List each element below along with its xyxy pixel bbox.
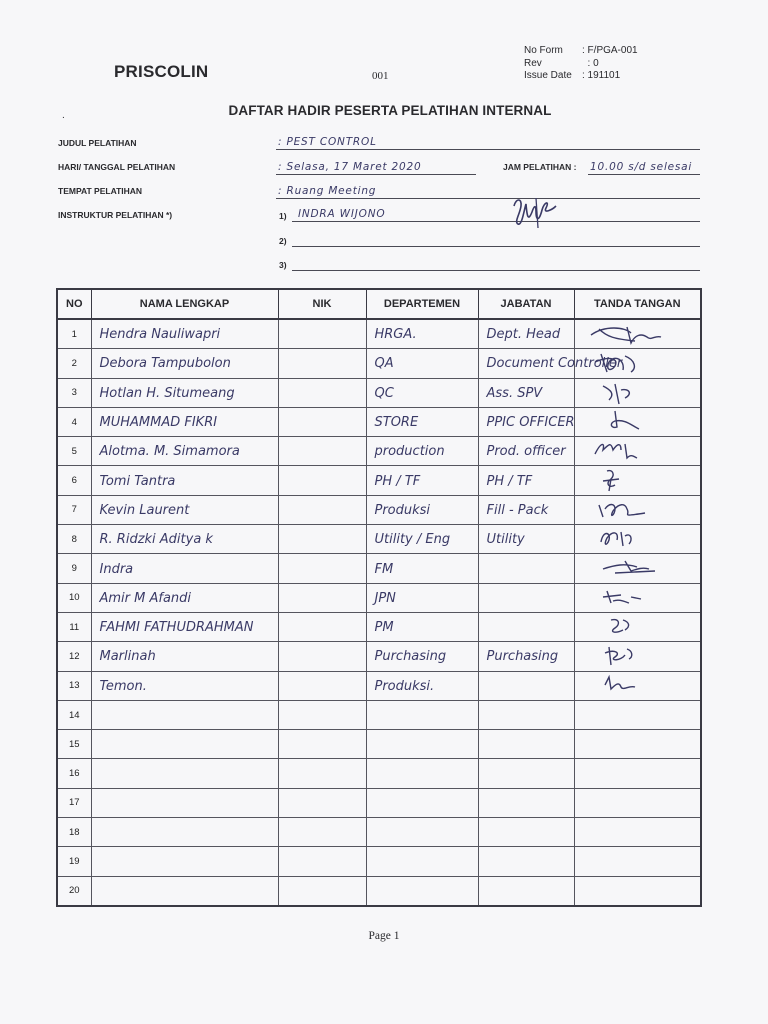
table-row — [57, 525, 701, 554]
no-form-label: No Form — [524, 45, 563, 56]
row-nama: Debora Tampubolon — [99, 356, 231, 372]
row-jabatan: Document Controller — [486, 356, 623, 372]
form-metadata — [524, 45, 638, 83]
instruktur-label: INSTRUKTUR PELATIHAN *) — [58, 210, 173, 220]
table-row — [57, 612, 701, 641]
company-name: PRISCOLIN — [114, 62, 209, 81]
row-number: 11 — [69, 621, 80, 633]
row-number: 20 — [68, 885, 80, 897]
row-nama: MUHAMMAD FIKRI — [99, 415, 218, 431]
row-number: 2 — [71, 357, 77, 369]
header-no: NO — [57, 289, 91, 319]
row-jabatan: Dept. Head — [486, 327, 561, 343]
bullet-mark: . — [62, 110, 65, 121]
row-signature-cell — [574, 554, 701, 583]
row-signature-cell — [574, 759, 701, 788]
row-nama: FAHMI FATHUDRAHMAN — [99, 620, 254, 636]
row-signature-cell — [574, 525, 701, 554]
row-jabatan: Fill - Pack — [486, 502, 549, 518]
row-number: 19 — [68, 855, 80, 867]
row-departemen: Produksi — [374, 502, 431, 518]
handwritten-signature — [585, 614, 685, 640]
row-number: 1 — [71, 328, 77, 340]
row-departemen: JPN — [374, 590, 396, 606]
row-signature-cell — [574, 876, 701, 906]
header-tanda-tangan: TANDA TANGAN — [574, 289, 701, 319]
table-row — [57, 319, 701, 349]
row-number: 10 — [68, 592, 80, 604]
row-number: 5 — [71, 445, 77, 457]
table-row — [57, 495, 701, 524]
row-jabatan: PH / TF — [486, 473, 533, 489]
table-row — [57, 583, 701, 612]
row-signature-cell — [574, 319, 701, 349]
table-row — [57, 700, 701, 729]
judul-value: : PEST CONTROL — [278, 136, 377, 148]
row-signature-cell — [574, 495, 701, 524]
row-number: 8 — [71, 533, 77, 545]
row-number: 15 — [68, 738, 80, 750]
issue-date-value: : 191101 — [582, 70, 621, 81]
row-nama: Temon. — [99, 678, 147, 694]
table-row — [57, 349, 701, 378]
handwritten-signature — [585, 438, 685, 464]
row-nama: Marlinah — [99, 649, 156, 665]
document-title: DAFTAR HADIR PESERTA PELATIHAN INTERNAL — [228, 103, 552, 118]
row-nama: Alotma. M. Simamora — [99, 444, 240, 460]
jam-label: JAM PELATIHAN : — [503, 162, 577, 172]
table-row — [57, 759, 701, 788]
table-row — [57, 407, 701, 436]
row-nama: Hendra Nauliwapri — [99, 327, 221, 343]
header-nama-lengkap: NAMA LENGKAP — [91, 289, 278, 319]
handwritten-signature — [585, 321, 685, 347]
header-jabatan: JABATAN — [478, 289, 574, 319]
table-row — [57, 818, 701, 847]
row-signature-cell — [574, 847, 701, 876]
row-signature-cell — [574, 671, 701, 700]
row-signature-cell — [574, 378, 701, 407]
row-number: 14 — [68, 709, 80, 721]
jam-field — [588, 158, 700, 175]
no-form-value: : F/PGA-001 — [582, 45, 638, 56]
instruktur-1-value: INDRA WIJONO — [298, 208, 386, 220]
header-departemen: DEPARTEMEN — [366, 289, 478, 319]
handwritten-signature — [585, 643, 685, 669]
row-jabatan: Ass. SPV — [486, 385, 543, 401]
table-row — [57, 466, 701, 495]
table-row — [57, 788, 701, 817]
row-jabatan: Purchasing — [486, 649, 559, 665]
row-signature-cell — [574, 730, 701, 759]
row-number: 17 — [68, 797, 80, 809]
handwritten-signature — [585, 409, 685, 435]
tempat-field — [276, 182, 700, 199]
hari-label: HARI/ TANGGAL PELATIHAN — [58, 162, 176, 172]
table-row — [57, 671, 701, 700]
row-nama: Kevin Laurent — [99, 502, 190, 518]
row-departemen: Utility / Eng — [374, 532, 451, 548]
hari-field — [276, 158, 476, 175]
instruktur-2-field — [292, 230, 700, 247]
instruktur-1-field — [292, 205, 700, 222]
issue-date-label: Issue Date — [524, 70, 572, 81]
handwritten-signature — [585, 673, 685, 699]
table-row — [57, 642, 701, 671]
table-header-row — [57, 289, 701, 319]
instruktur-3-field — [292, 254, 700, 271]
row-signature-cell — [574, 788, 701, 817]
instruktur-2-number: 2) — [279, 236, 287, 246]
row-number: 7 — [71, 504, 77, 516]
rev-label: Rev — [524, 57, 542, 69]
row-jabatan: PPIC OFFICER — [486, 415, 575, 431]
document-number: 001 — [372, 70, 389, 82]
row-departemen: PM — [374, 620, 394, 636]
row-number: 12 — [68, 650, 80, 662]
handwritten-signature — [585, 380, 685, 406]
instructor-signature — [506, 192, 560, 232]
row-nama: Hotlan H. Situmeang — [99, 385, 235, 401]
row-departemen: Purchasing — [374, 649, 447, 665]
table-body — [57, 319, 701, 906]
row-number: 4 — [71, 416, 77, 428]
row-number: 13 — [68, 680, 80, 692]
row-departemen: STORE — [374, 415, 419, 431]
row-departemen: Produksi. — [374, 678, 435, 694]
attendance-table — [56, 288, 702, 907]
row-nama: Tomi Tantra — [99, 473, 176, 489]
judul-label: JUDUL PELATIHAN — [58, 138, 137, 148]
header-nik: NIK — [278, 289, 366, 319]
row-signature-cell — [574, 700, 701, 729]
hari-value: : Selasa, 17 Maret 2020 — [278, 161, 422, 173]
handwritten-signature — [585, 350, 685, 376]
row-departemen: HRGA. — [374, 327, 417, 343]
row-number: 18 — [68, 826, 80, 838]
row-departemen: QC — [374, 385, 394, 401]
row-signature-cell — [574, 437, 701, 466]
table-row — [57, 847, 701, 876]
table-row — [57, 876, 701, 906]
row-signature-cell — [574, 818, 701, 847]
row-departemen: production — [374, 444, 445, 460]
row-signature-cell — [574, 583, 701, 612]
row-departemen: FM — [374, 561, 394, 577]
handwritten-signature — [585, 497, 685, 523]
tempat-value: : Ruang Meeting — [278, 185, 377, 197]
table-row — [57, 437, 701, 466]
row-number: 3 — [71, 387, 77, 399]
handwritten-signature — [585, 467, 685, 493]
row-signature-cell — [574, 349, 701, 378]
row-number: 6 — [71, 475, 77, 487]
row-number: 16 — [68, 768, 80, 780]
handwritten-signature — [585, 555, 685, 581]
row-departemen: PH / TF — [374, 473, 421, 489]
row-number: 9 — [71, 563, 77, 575]
table-row — [57, 378, 701, 407]
instruktur-1-number: 1) — [279, 211, 287, 221]
handwritten-signature — [585, 585, 685, 611]
row-jabatan: Prod. officer — [486, 444, 566, 460]
handwritten-signature — [585, 526, 685, 552]
jam-value: 10.00 s/d selesai — [590, 161, 693, 173]
page-number: Page 1 — [368, 930, 400, 942]
row-departemen: QA — [374, 356, 394, 372]
instruktur-3-number: 3) — [279, 260, 287, 270]
table-row — [57, 554, 701, 583]
row-jabatan: Utility — [486, 532, 525, 548]
row-signature-cell — [574, 612, 701, 641]
judul-field — [276, 133, 700, 150]
row-nama: Amir M Afandi — [99, 590, 192, 606]
tempat-label: TEMPAT PELATIHAN — [58, 186, 143, 196]
row-signature-cell — [574, 407, 701, 436]
table-row — [57, 730, 701, 759]
row-signature-cell — [574, 466, 701, 495]
row-nama: Indra — [99, 561, 134, 577]
row-nama: R. Ridzki Aditya k — [99, 532, 213, 548]
rev-value: : 0 — [582, 57, 599, 69]
row-signature-cell — [574, 642, 701, 671]
